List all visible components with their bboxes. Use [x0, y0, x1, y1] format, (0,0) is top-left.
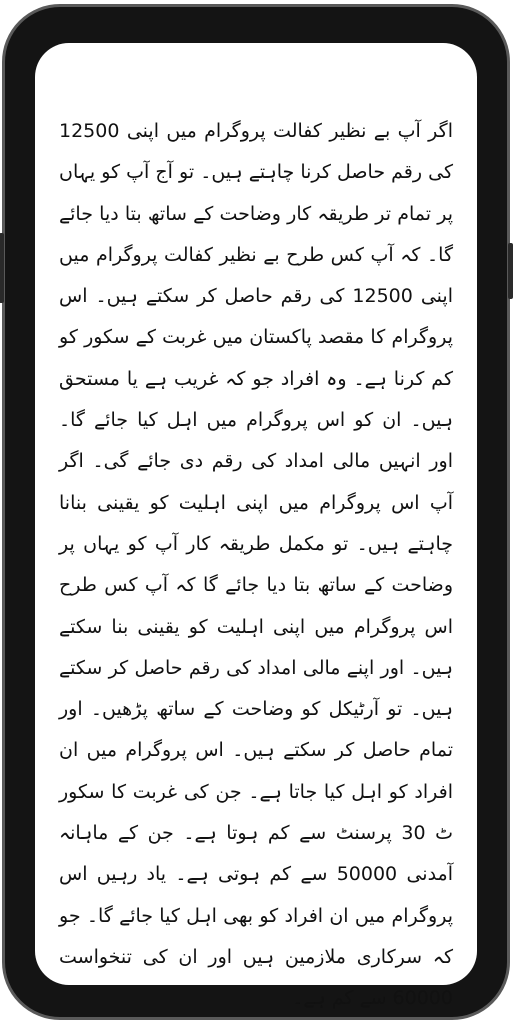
article-body-text: اگر آپ بے نظیر کفالت پروگرام میں اپنی 12500 کی رقم حاصل کرنا چاہتے ہیں۔ تو آج آپ کو یہاں پر تمام تر طریقہ کار وضاحت کے ساتھ بتا دیا جائے گا۔ کہ آپ کس طرح بے نظیر کفالت پروگرام میں اپنی 12500 کی رقم حاصل کر سکتے ہیں۔ اس پروگرام کا مقصد پاکستان میں غربت کے سکور کو کم کرنا ہے۔ وہ افراد جو کہ غریب ہے یا مستحق ہیں۔ ان کو اس پروگرام میں اہل کیا جائے گا۔ اور انہیں مالی امداد کی رقم دی جائے گی۔ اگر آپ اس پروگرام میں اپنی اہلیت کو یقینی بنانا چاہتے ہیں۔ تو مکمل طریقہ کار آپ کو یہاں پر وضاحت کے ساتھ بتا دیا جائے گا کہ آپ کس طرح اس پروگرام میں اپنی اہلیت کو یقینی بنا سکتے ہیں۔ اور اپنے مالی امداد کی رقم حاصل کر سکتے ہیں۔ تو آرٹیکل کو وضاحت کے ساتھ پڑھیں۔ اور تمام حاصل کر سکتے ہیں۔ اس پروگرام میں ان افراد کو اہل کیا جاتا ہے۔ جن کی غربت کا سکور ٹ 30 پرسنٹ سے کم ہوتا ہے۔ جن کے ماہانہ آمدنی 50000 سے کم ہوتی ہے۔ یاد رہیں اس پروگرام میں ان افراد کو بھی اہل کیا جائے گا۔ جو کہ سرکاری ملازمین ہیں اور ان کی تنخواست 60000 سے کم ہے۔ — [59, 120, 453, 1010]
phone-frame — [2, 4, 510, 1020]
phone-volume-button — [0, 233, 4, 303]
phone-screen — [35, 43, 477, 1010]
phone-power-button — [508, 243, 513, 299]
